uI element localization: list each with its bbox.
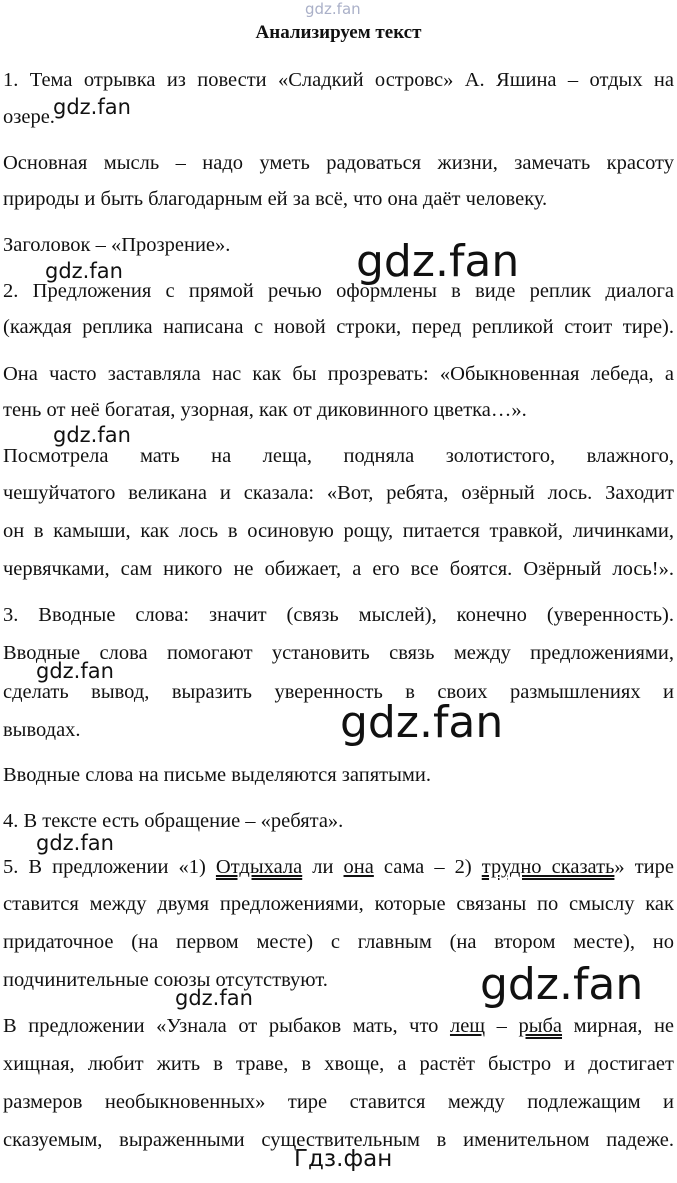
text-run: 5. В предложении «1) bbox=[3, 856, 216, 878]
watermark-top: gdz.fan bbox=[305, 0, 361, 18]
text-line: 2. Предложения с прямой речью оформлены в виде реплик диалога bbox=[3, 280, 674, 302]
text-line: червячками, сам никого не обижает, а его все боятся. Озёрный лось!». bbox=[3, 558, 674, 580]
subject-underlined: она bbox=[343, 856, 374, 878]
text-run: ли bbox=[302, 856, 344, 878]
text-line: 1. Тема отрывка из повести «Сладкий островс» А. Яшина – отдых на bbox=[3, 69, 674, 91]
text-line bbox=[3, 1016, 674, 1037]
text-line: Вводные слова на письме выделяются запятыми. bbox=[3, 764, 431, 786]
text-line: Вводные слова помогают установить связь между предложениями, bbox=[3, 642, 674, 664]
text-line: 3. Вводные слова: значит (связь мыслей), конечно (уверенность). bbox=[3, 604, 674, 626]
text-run: сама – 2) bbox=[373, 856, 482, 878]
text-line: (каждая реплика написана с новой строки, перед репликой стоит тире). bbox=[3, 316, 674, 338]
text-line: хищная, любит жить в траве, в хвоще, а растёт быстро и достигает bbox=[3, 1053, 674, 1075]
text-line: Основная мысль – надо уметь радоваться жизни, замечать красоту bbox=[3, 152, 674, 174]
watermark: gdz.fan bbox=[36, 831, 114, 855]
text-line: чешуйчатого великана и сказала: «Вот, ребята, озёрный лось. Заходит bbox=[3, 482, 674, 504]
watermark: gdz.fan bbox=[480, 959, 644, 1010]
watermark-bottom: Гдз.фан bbox=[294, 1146, 393, 1172]
text-line: подчинительные союзы отсутствуют. bbox=[3, 969, 328, 991]
text-line: выводах. bbox=[3, 719, 81, 741]
text-line: сделать вывод, выразить уверенность в своих размышлениях и bbox=[3, 681, 674, 703]
text-run: » тире bbox=[614, 856, 674, 878]
watermark: gdz.fan bbox=[175, 986, 253, 1010]
text-line: Она часто заставляла нас как бы прозревать: «Обыкновенная лебеда, а bbox=[3, 363, 674, 385]
watermark: gdz.fan bbox=[53, 95, 131, 119]
text-run: мирная, не bbox=[562, 1015, 675, 1037]
text-line: 4. В тексте есть обращение – «ребята». bbox=[3, 810, 344, 832]
predicate-underlined: рыба bbox=[518, 1015, 563, 1037]
text-line: тень от неё богатая, узорная, как от диковинного цветка…». bbox=[3, 399, 527, 421]
subject-underlined: лещ bbox=[449, 1015, 486, 1037]
text-line: он в камыши, как лось в осиновую рощу, питается травкой, личинками, bbox=[3, 520, 674, 542]
watermark: gdz.fan bbox=[53, 423, 131, 447]
text-line: сказуемым, выраженными существительным в именительном падеже. bbox=[3, 1129, 674, 1151]
text-line bbox=[3, 857, 674, 878]
watermark: gdz.fan bbox=[45, 259, 123, 283]
text-line: Посмотрела мать на леща, подняла золотистого, влажного, bbox=[3, 445, 674, 467]
text-run: В предложении «Узнала от рыбаков мать, что bbox=[3, 1015, 450, 1037]
text-line: придаточное (на первом месте) с главным (на втором месте), но bbox=[3, 931, 674, 953]
text-run: – bbox=[485, 1015, 519, 1037]
text-line: ставится между двумя предложениями, которые связаны по смыслу как bbox=[3, 893, 674, 915]
text-line: озере. bbox=[3, 106, 55, 128]
watermark: gdz.fan bbox=[36, 659, 114, 683]
text-line: Заголовок – «Прозрение». bbox=[3, 234, 231, 256]
page-title: Анализируем текст bbox=[255, 22, 422, 43]
text-line: размеров необыкновенных» тире ставится между подлежащим и bbox=[3, 1091, 674, 1113]
predicate-underlined: трудно сказать bbox=[481, 856, 615, 878]
predicate-underlined: Отдыхала bbox=[215, 856, 303, 878]
watermark: gdz.fan bbox=[356, 236, 520, 287]
watermark: gdz.fan bbox=[340, 697, 504, 748]
text-line: природы и быть благодарным ей за всё, что она даёт человеку. bbox=[3, 188, 548, 210]
